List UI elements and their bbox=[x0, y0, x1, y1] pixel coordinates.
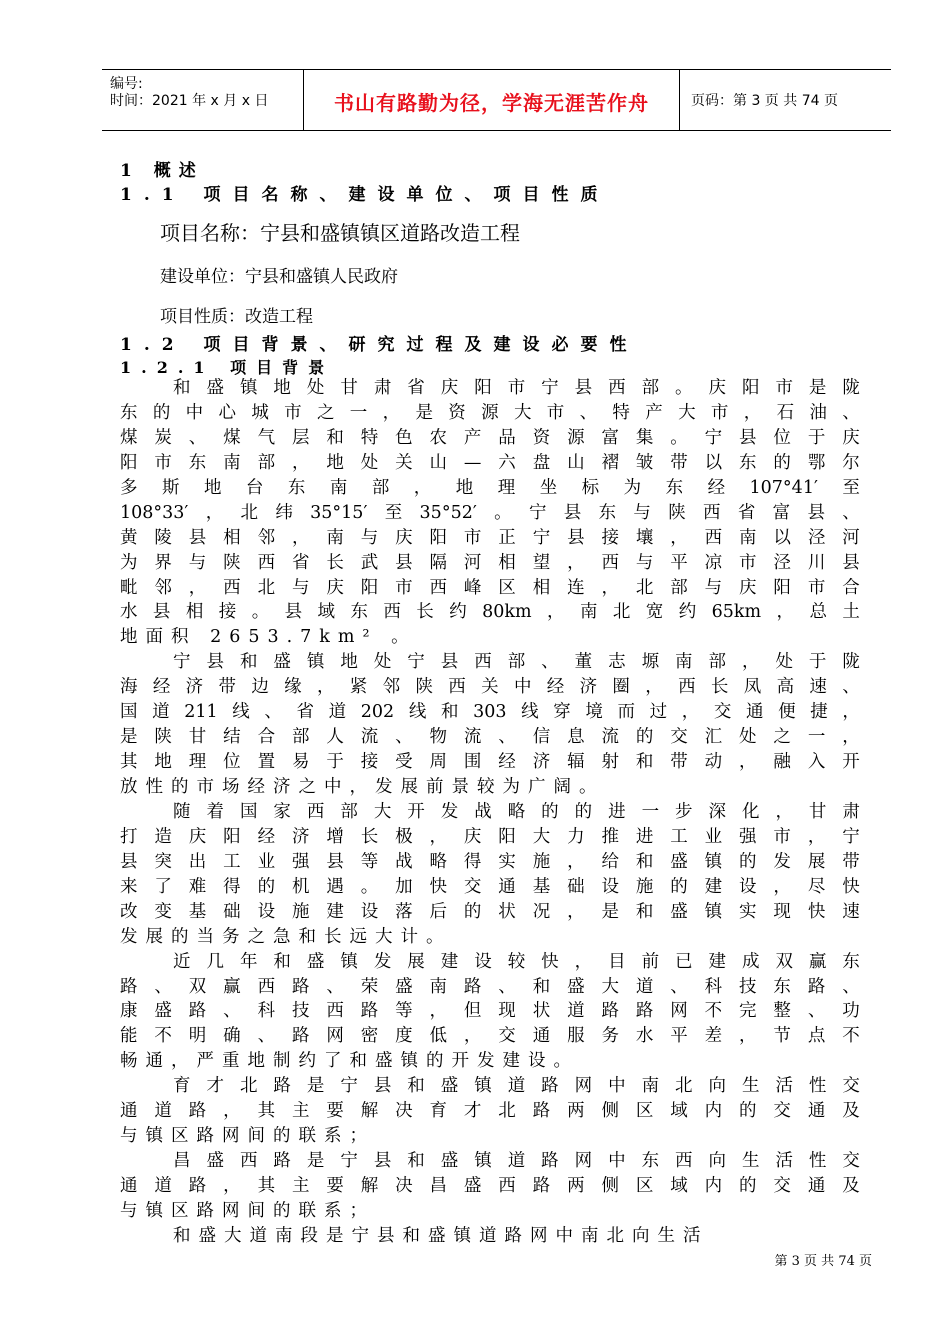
paragraph-line: 和盛大道南段是宁县和盛镇道路网中南北向生活 bbox=[173, 1225, 709, 1246]
paragraph bbox=[120, 1074, 860, 1149]
paragraph-line: 通 道 路 ， 其 主 要 解 决 育 才 北 路 两 侧 区 域 内 的 交 通 及 bbox=[120, 1101, 860, 1122]
header-motto: 书山有路勤为径，学海无涯苦作舟 bbox=[334, 91, 649, 115]
paragraph-line: 县 突 出 工 业 强 县 等 战 略 得 实 施 ， 给 和 盛 镇 的 发 展 带 bbox=[120, 851, 860, 872]
paragraph-line: 来 了 难 得 的 机 遇 。 加 快 交 通 基 础 设 施 的 建 设 ， 尽 快 bbox=[120, 876, 860, 897]
paragraph-line: 康 盛 路 、 科 技 西 路 等 ， 但 现 状 道 路 路 网 不 完 整 、 功 bbox=[120, 1001, 860, 1022]
paragraph-line: 育 才 北 路 是 宁 县 和 盛 镇 道 路 网 中 南 北 向 生 活 性 交 bbox=[173, 1076, 860, 1097]
header-motto-cell bbox=[303, 70, 680, 130]
paragraph-line: 近 几 年 和 盛 镇 发 展 建 设 较 快 ， 目 前 已 建 成 双 赢 东 bbox=[173, 951, 860, 972]
paragraph-line: 海 经 济 带 边 缘 ， 紧 邻 陕 西 关 中 经 济 圈 ， 西 长 凤 高 速 、 bbox=[120, 677, 860, 698]
project-name: 项目名称：宁县和盛镇镇区道路改造工程 bbox=[160, 221, 520, 245]
paragraph-line: 畅通，严重地制约了和盛镇的开发建设。 bbox=[120, 1051, 579, 1072]
section-1-2-1-heading: 1.2.1 项目背景 bbox=[120, 358, 335, 377]
document-body bbox=[120, 376, 860, 1249]
paragraph-line: 黄 陵 县 相 邻 ， 南 与 庆 阳 市 正 宁 县 接 壤 ， 西 南 以 泾 河 bbox=[120, 527, 860, 548]
time-label: 时间：2021 年 x 月 x 日 bbox=[110, 93, 269, 109]
paragraph-line: 路 、 双 赢 西 路 、 荣 盛 南 路 、 和 盛 大 道 、 科 技 东 路 、 bbox=[120, 976, 860, 997]
paragraph-line: 108°33′ ， 北 纬 35°15′ 至 35°52′ 。 宁 县 东 与 陕 西 省 富 县 、 bbox=[120, 502, 860, 523]
paragraph bbox=[120, 376, 860, 650]
number-label: 编号: bbox=[110, 76, 143, 92]
paragraph-line: 水 县 相 接 。 县 域 东 西 长 约 80km ， 南 北 宽 约 65km ， 总 土 bbox=[120, 602, 860, 623]
section-1-2-heading: 1.2 项目背景、研究过程及建设必要性 bbox=[120, 335, 639, 355]
paragraph-line: 是 陕 甘 结 合 部 人 流 、 物 流 、 信 息 流 的 交 汇 处 之 一 ， bbox=[120, 727, 860, 748]
builder: 建设单位：宁县和盛镇人民政府 bbox=[160, 267, 398, 287]
page-footer: 第 3 页 共 74 页 bbox=[774, 1254, 872, 1269]
paragraph-line: 放性的市场经济之中，发展前景较为广阔。 bbox=[120, 777, 605, 797]
header-page-label: 页码：第 3 页 共 74 页 bbox=[691, 93, 838, 109]
paragraph-line: 煤 炭 、 煤 气 层 和 特 色 农 产 品 资 源 富 集 。 宁 县 位 于 庆 bbox=[120, 427, 860, 448]
paragraph bbox=[120, 1224, 860, 1249]
paragraph-line: 与镇区路网间的联系； bbox=[120, 1126, 375, 1147]
header-meta bbox=[102, 70, 303, 130]
paragraph bbox=[120, 950, 860, 1075]
paragraph-line: 国 道 211 线 、 省 道 202 线 和 303 线 穿 境 而 过 ， 交 通 便 捷 ， bbox=[120, 702, 860, 723]
paragraph-line: 其 地 理 位 置 易 于 接 受 周 围 经 济 辐 射 和 带 动 ， 融 入 开 bbox=[120, 752, 860, 773]
paragraph bbox=[120, 1149, 860, 1224]
paragraph-line: 宁 县 和 盛 镇 地 处 宁 县 西 部 、 董 志 塬 南 部 ， 处 于 陇 bbox=[173, 652, 860, 673]
paragraph-line: 毗 邻 ， 西 北 与 庆 阳 市 西 峰 区 相 连 ， 北 部 与 庆 阳 市 合 bbox=[120, 577, 860, 598]
paragraph bbox=[120, 800, 860, 950]
paragraph-line: 昌 盛 西 路 是 宁 县 和 盛 镇 道 路 网 中 东 西 向 生 活 性 交 bbox=[173, 1151, 860, 1172]
paragraph-line: 通 道 路 ， 其 主 要 解 决 昌 盛 西 路 两 侧 区 域 内 的 交 通 及 bbox=[120, 1176, 860, 1196]
paragraph-line: 打 造 庆 阳 经 济 增 长 极 ， 庆 阳 大 力 推 进 工 业 强 市 ， 宁 bbox=[120, 826, 860, 847]
paragraph-line: 东 的 中 心 城 市 之 一 ， 是 资 源 大 市 、 特 产 大 市 ， 石 油 、 bbox=[120, 402, 860, 423]
paragraph-line: 能 不 明 确 、 路 网 密 度 低 ， 交 通 服 务 水 平 差 ， 节 点 不 bbox=[120, 1026, 860, 1047]
paragraph-line: 和 盛 镇 地 处 甘 肃 省 庆 阳 市 宁 县 西 部 。 庆 阳 市 是 陇 bbox=[173, 378, 860, 398]
paragraph-line: 随 着 国 家 西 部 大 开 发 战 略 的 的 进 一 步 深 化 ， 甘 肃 bbox=[173, 801, 860, 822]
project-nature: 项目性质：改造工程 bbox=[160, 307, 313, 327]
paragraph-line: 发展的当务之急和长远大计。 bbox=[120, 926, 452, 947]
paragraph-line: 地面积 2653.7km² 。 bbox=[120, 627, 417, 648]
paragraph-line: 为 界 与 陕 西 省 长 武 县 隔 河 相 望 ， 西 与 平 凉 市 泾 川 县 bbox=[120, 552, 860, 573]
paragraph-line: 与镇区路网间的联系； bbox=[120, 1200, 375, 1221]
paragraph bbox=[120, 650, 860, 800]
paragraph-line: 改 变 基 础 设 施 建 设 落 后 的 状 况 ， 是 和 盛 镇 实 现 快 速 bbox=[120, 901, 860, 922]
section-1-heading: 1 概述 bbox=[120, 161, 204, 181]
paragraph-line: 阳 市 东 南 部 ， 地 处 关 山 — 六 盘 山 褶 皱 带 以 东 的 鄂 尔 bbox=[120, 452, 860, 473]
section-1-1-heading: 1.1 项目名称、建设单位、项目性质 bbox=[120, 185, 610, 205]
page-header bbox=[102, 69, 891, 131]
paragraph-line: 多 斯 地 台 东 南 部 ， 地 理 坐 标 为 东 经 107°41′ 至 bbox=[120, 477, 860, 498]
header-page-cell bbox=[679, 70, 891, 130]
